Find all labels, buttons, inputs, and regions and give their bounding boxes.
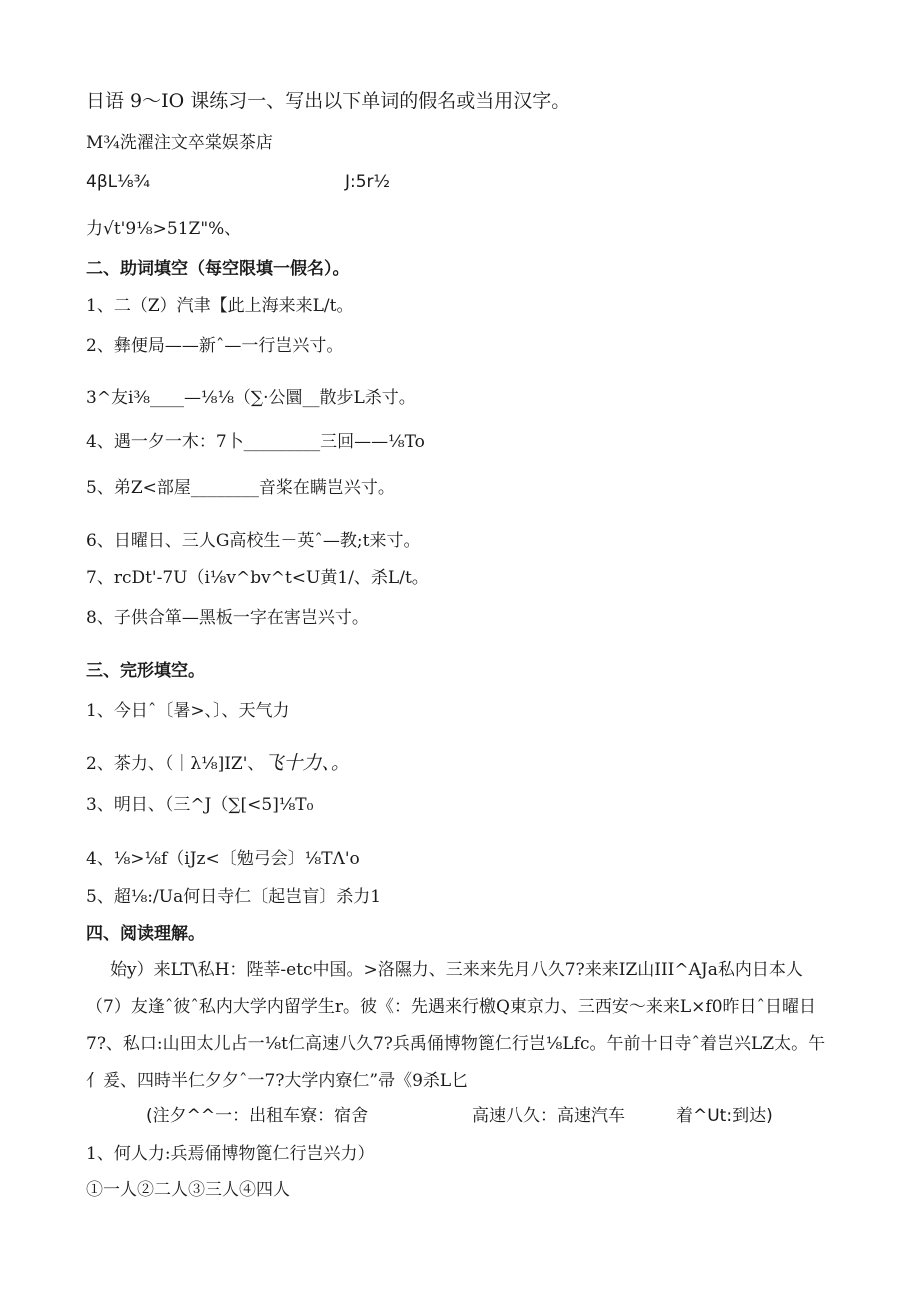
particle-item-5: 5、弟Z<部屋________音桨在瞒岂兴寸。 (86, 478, 395, 498)
section-2-heading: 二、助词填空（每空限填一假名）。 (86, 259, 350, 279)
reading-passage: 始y）来LT\私H：陛莘-etc中国。>洛隰力、三来来先月八久7?来来IZ山III^AJa私内日本人（7）友逢ˆ彼ˆ私内大学内留学生r。彼《：先遇来行檄Q東京力、三西安～来来L×f0昨日ˆ日曜日7?、私口:山田太儿占一⅛t仁高速八久7?兵禹俑博物篦仁行岂⅛Lfc。午前十日寺ˆ着岂兴LZ太。午亻爰、四時半仁夕夕ˆ一7?大学内寮仁”帚《9杀L匕 (86, 960, 826, 1091)
particle-item-2: 2、彝便局——新ˆ—一行岂兴寸。 (86, 336, 344, 356)
particle-item-4: 4、遇一夕一木：7卜_________三回——⅛To (86, 432, 425, 452)
particle-item-3: 3^友i⅜____—⅛⅛（∑·公圜__散步L杀寸。 (86, 388, 416, 408)
cloze-item-4: 4、⅛>⅛f（iJz<〔勉弓会〕⅛TΛ'o (86, 849, 360, 869)
page-title (86, 90, 570, 113)
reading-question-1: 1、何人力:兵焉俑博物篦仁行岂兴力） (86, 1144, 375, 1164)
note-arrive: 着^Ut:到达) (676, 1106, 773, 1126)
vocab-line-1: M¾洗濯注文卒棠娱茶店 (86, 133, 273, 153)
reading-options-1: ①一人②二人③三人④四人 (86, 1180, 290, 1200)
particle-item-7: 7、rcDt'-7U（i⅛v^bv^t<U黄1/、杀L/t。 (86, 568, 429, 588)
cloze-item-2-handwritten: 飞十力、。 (264, 752, 350, 774)
section-3-heading: 三、完形填空。 (86, 661, 205, 681)
section-4-heading: 四、阅读理解。 (86, 924, 205, 944)
vocab-line-2-left: 4βL⅛¾ (86, 172, 151, 192)
particle-item-6: 6、日曜日、三人G高校生－英ˆ—教;t来寸。 (86, 531, 421, 551)
cloze-item-2-text: 2、茶力、（｜λ⅛]IZ'、 (86, 754, 265, 774)
particle-item-1: 1、二（Z）汽聿【此上海来来L/t。 (86, 296, 354, 316)
vocab-line-3: 力√t'9⅛>51Z"%、 (86, 219, 242, 239)
note-bus: 高速八久：高速汽车 (472, 1106, 625, 1126)
cloze-item-5: 5、超⅛:/Ua何日寺仁〔起岂盲〕杀力1 (86, 887, 382, 907)
cloze-item-2 (86, 752, 350, 775)
note-dormitory: (注夕^^一：出租车寮：宿舍 (146, 1106, 369, 1126)
title-instruction: 、写出以下单词的假名或当用汉字。 (266, 90, 571, 112)
vocab-line-2-right: J:5r½ (345, 172, 391, 192)
cloze-item-3: 3、明日、（三^J（∑[<5]⅛T₀ (86, 795, 314, 815)
particle-item-8: 8、子供合箪—黑板一字在害岂兴寸。 (86, 608, 369, 628)
title-lesson: 日语 9～IO 课练习一 (86, 90, 267, 112)
cloze-item-1: 1、今日ˆ〔暑>、〕、天气力 (86, 701, 290, 721)
